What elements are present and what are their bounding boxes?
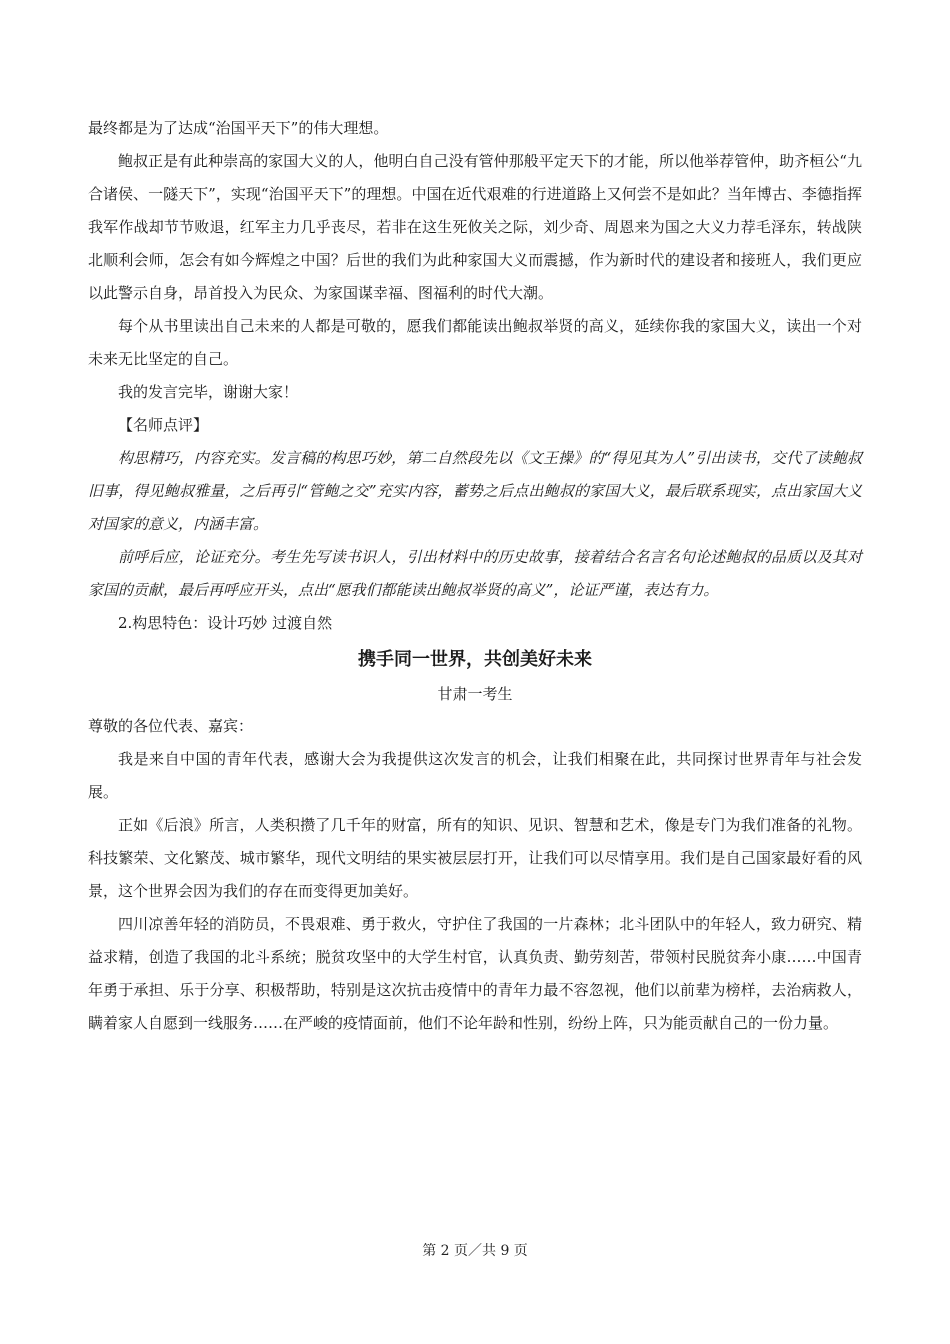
review-paragraph: 前呼后应，论证充分。考生先写读书识人，引出材料中的历史故事，接着结合名言名句论述鲍叔的品质以及其对家国的贡献，最后再呼应开头，点出“愿我们都能读出鲍叔举贤的高义”，论证严谨，表达有力。 bbox=[88, 548, 862, 599]
page-footer: 第 2 页／共 9 页 bbox=[422, 1243, 528, 1259]
paragraph: 正如《后浪》所言，人类积攒了几千年的财富，所有的知识、见识、智慧和艺术，像是专门为我们准备的礼物。科技繁荣、文化繁茂、城市繁华，现代文明结的果实被层层打开，让我们可以尽情享用。我们是自己国家最好看的风景，这个世界会因为我们的存在而变得更加美好。 bbox=[88, 816, 862, 900]
document-body bbox=[88, 112, 862, 1040]
section-heading: 2.构思特色：设计巧妙 过渡自然 bbox=[118, 614, 333, 632]
salutation: 尊敬的各位代表、嘉宾： bbox=[88, 717, 254, 735]
essay-author: 甘肃一考生 bbox=[437, 685, 513, 703]
paragraph: 四川凉善年轻的消防员，不畏艰难、勇于救火，守护住了我国的一片森林；北斗团队中的年轻人，致力研究、精益求精，创造了我国的北斗系统；脱贫攻坚中的大学生村官，认真负责、勤劳刻苦，带领村民脱贫奔小康……中国青年勇于承担、乐于分享、积极帮助，特别是这次抗击疫情中的青年力最不容忽视，他们以前辈为榜样，去治病救人，瞒着家人自愿到一线服务……在严峻的疫情面前，他们不论年龄和性别，纷纷上阵，只为能贡献自己的一份力量。 bbox=[88, 915, 862, 1032]
paragraph: 鲍叔正是有此种崇高的家国大义的人，他明白自己没有管仲那般平定天下的才能，所以他举荐管仲，助齐桓公“九合诸侯、一隧天下”，实现“治国平天下”的理想。中国在近代艰难的行进道路上又何尝不是如此？当年博古、李德指挥我军作战却节节败退，红军主力几乎丧尽，若非在这生死攸关之际，刘少奇、周恩来为国之大义力荐毛泽东，转战陕北顺利会师，怎会有如今辉煌之中国？后世的我们为此种家国大义而震撼，作为新时代的建设者和接班人，我们更应以此警示自身，昂首投入为民众、为家国谋幸福、图福利的时代大潮。 bbox=[88, 152, 862, 302]
paragraph: 我的发言完毕，谢谢大家！ bbox=[118, 383, 299, 401]
review-heading: 【名师点评】 bbox=[118, 416, 209, 434]
review-paragraph: 构思精巧，内容充实。发言稿的构思巧妙，第二自然段先以《文王操》的“得见其为人”引出读书，交代了读鲍叔旧事，得见鲍叔雅量，之后再引“管鲍之交”充实内容，蓄势之后点出鲍叔的家国大义，最后联系现实，点出家国大义对国家的意义，内涵丰富。 bbox=[88, 449, 862, 533]
paragraph: 最终都是为了达成“治国平天下”的伟大理想。 bbox=[88, 119, 389, 137]
paragraph: 我是来自中国的青年代表，感谢大会为我提供这次发言的机会，让我们相聚在此，共同探讨世界青年与社会发展。 bbox=[88, 750, 862, 801]
paragraph: 每个从书里读出自己未来的人都是可敬的，愿我们都能读出鲍叔举贤的高义，延续你我的家国大义，读出一个对未来无比坚定的自己。 bbox=[88, 317, 862, 368]
essay-title: 携手同一世界，共创美好未来 bbox=[358, 649, 592, 670]
